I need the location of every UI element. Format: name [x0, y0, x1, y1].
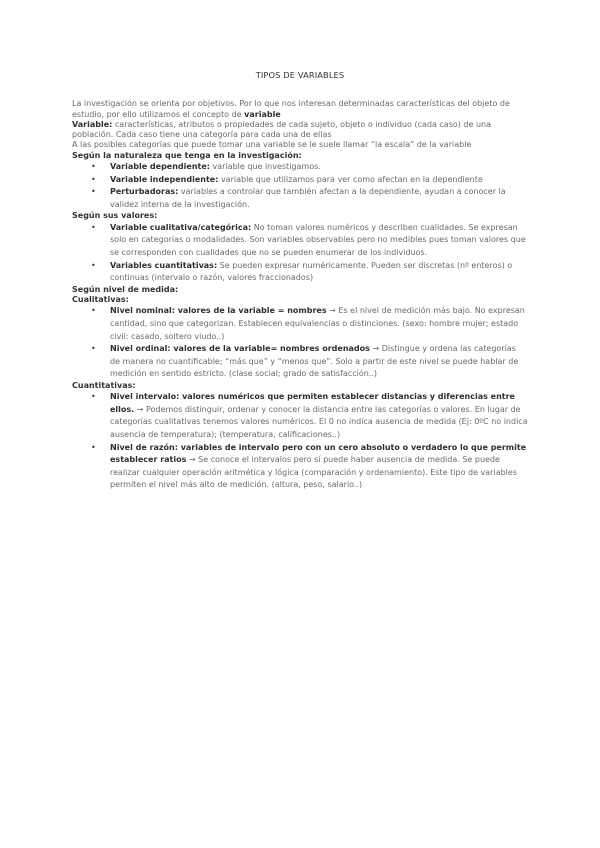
bullet-icon: •	[91, 442, 96, 452]
item-term: Variable cualitativa/categórica:	[110, 222, 252, 232]
bullet-icon: •	[91, 174, 96, 184]
heading-cualitativas: Cualitativas:	[72, 295, 129, 305]
list-item	[72, 222, 528, 260]
item-term: Variables cuantitativas:	[110, 260, 218, 270]
item-text: variable que investigamos.	[209, 162, 321, 172]
bullet-icon: •	[91, 162, 96, 172]
bullet-icon: •	[91, 392, 96, 402]
heading-naturaleza: Según la naturaleza que tenga en la investigación:	[72, 150, 302, 160]
item-term: Variable independiente:	[110, 174, 219, 184]
bullet-icon: •	[91, 344, 96, 354]
list-naturaleza	[72, 161, 528, 211]
item-text: → Podemos distinguir, ordenar y conocer la distancia entre las categorías o valores. En lugar de categorías cualitativas tenemos valores numéricos. El 0 no indica ausencia de medida (Ej: 0ºC no indica ausencia de temperatura); (temperatura, calificaciones..)	[110, 404, 528, 439]
list-item	[72, 305, 528, 343]
heading-cuantitativas: Cuantitativas:	[72, 380, 136, 390]
heading-medida: Según nivel de medida:	[72, 284, 179, 294]
item-text: variables a controlar que también afectan a la dependiente, ayudan a conocer la validez interna de la investigación.	[110, 187, 506, 209]
heading-valores: Según sus valores:	[72, 211, 158, 221]
list-item	[72, 343, 528, 381]
variable-definition	[72, 120, 528, 141]
list-item	[72, 161, 528, 174]
bullet-icon: •	[91, 222, 96, 232]
intro-paragraph	[72, 99, 528, 120]
item-text: No toman valores numéricos y describen cualidades. Se expresan solo en categorías o modalidades. Son variables observables pero no medibles pues toman valores que se corresponden con cualidades que no se pueden enumerar de los individuos.	[110, 222, 526, 257]
scale-sentence: A las posibles categorías que puede tomar una variable se le suele llamar “la escala” de la variable	[72, 140, 472, 150]
list-item	[72, 391, 528, 441]
item-term: Nivel nominal: valores de la variable = nombres	[110, 306, 327, 316]
item-text: → Distingue y ordena las categorías de manera no cuantificable; “más que” y “menos que”. Solo a partir de este nivel se puede hablar de medición en sentido estricto. (clase social; grado de satisfacción..)	[110, 344, 519, 379]
list-item	[72, 442, 528, 492]
list-item	[72, 186, 528, 211]
list-cuantitativas	[72, 391, 528, 492]
item-term: Nivel ordinal: valores de la variable= nombres ordenados	[110, 344, 370, 354]
bullet-icon: •	[91, 306, 96, 316]
intro-text: La investigación se orienta por objetivos. Por lo que nos interesan determinadas características del objeto de estudio, por ello utilizamos el concepto de	[72, 99, 510, 119]
document-title: TIPOS DE VARIABLES	[255, 70, 345, 80]
bullet-icon: •	[91, 260, 96, 270]
item-term: Variable dependiente:	[110, 162, 210, 172]
item-text: → Se conoce el intervalos pero sí puede haber ausencia de medida. Se puede realizar cualquier operación aritmética y lógica (comparación y ordenamiento). Este tipo de variables permiten el nivel más alto de medición. (altura, peso, salario..)	[110, 455, 517, 490]
document-page	[72, 70, 528, 492]
variable-definition-text: características, atributos o propiedades de cada sujeto, objeto o individuo (cada caso) de una población. Cada caso tiene una categoría para cada una de ellas	[72, 119, 491, 140]
item-text: → Es el nivel de medición más bajo. No expresan cantidad, sino que categorizan. Establecen equivalencias o distinciones. (sexo: hombre mujer; estado civil: casado, soltero viudo..)	[110, 306, 525, 341]
variable-definition-term: Variable:	[72, 119, 113, 129]
intro-bold-variable: variable	[244, 109, 281, 119]
list-item	[72, 260, 528, 285]
item-text: Se pueden expresar numéricamente. Pueden ser discretas (nº enteros) o continuas (intervalo o razón, valores fraccionados)	[110, 260, 513, 283]
list-item	[72, 174, 528, 187]
item-term: Perturbadoras:	[110, 187, 179, 197]
list-cualitativas	[72, 305, 528, 381]
bullet-icon: •	[91, 187, 96, 197]
list-valores	[72, 222, 528, 285]
item-term: Nivel de razón: variables de intervalo pero con un cero absoluto o verdadero lo que permite establecer ratios	[110, 442, 527, 465]
item-term: Nivel intervalo: valores numéricos que permiten establecer distancias y diferencias entre ellos.	[110, 392, 515, 414]
item-text: variable que utilizamos para ver como afectan en la dependiente	[218, 174, 483, 184]
